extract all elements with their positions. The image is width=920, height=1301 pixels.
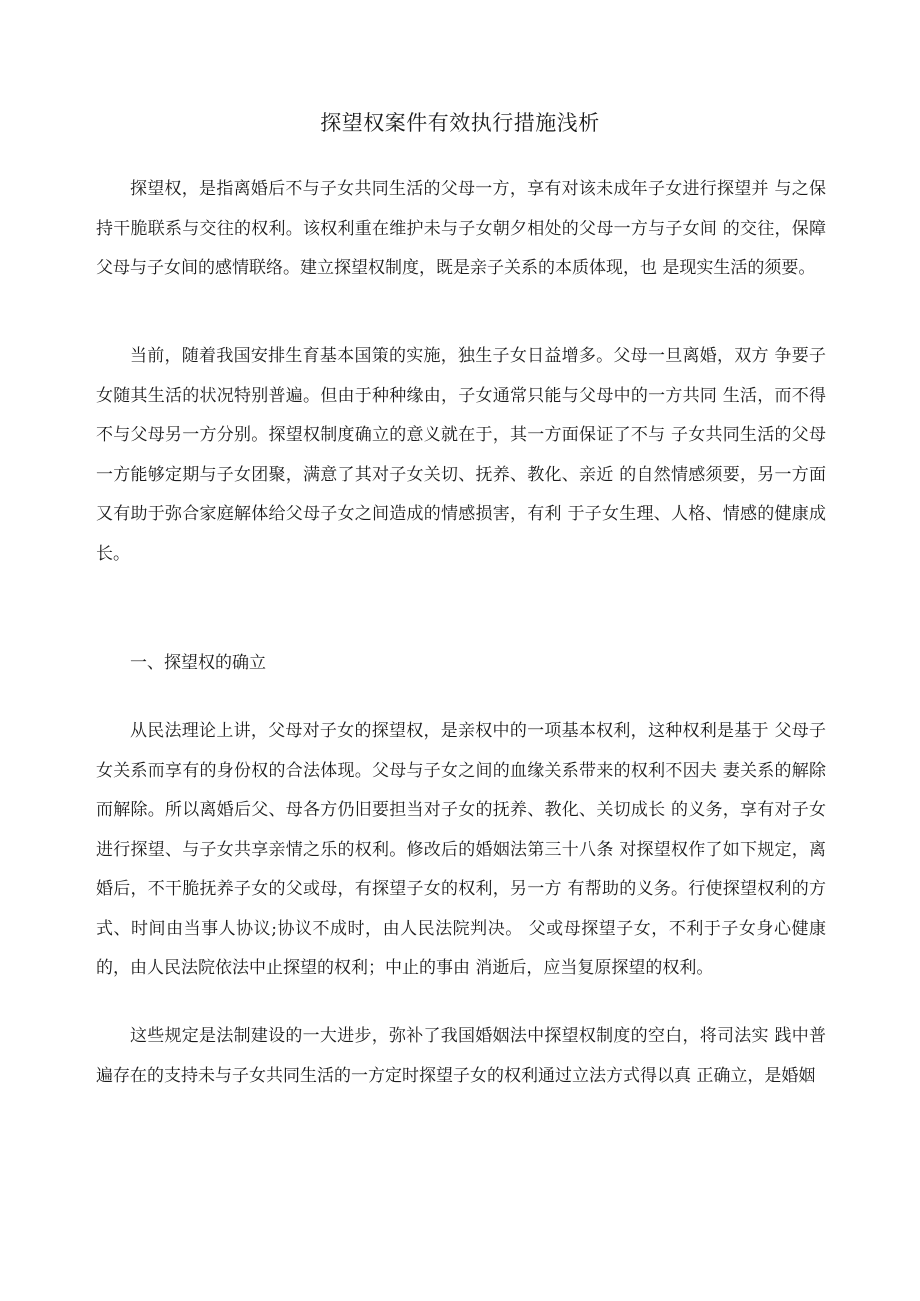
paragraph-intro: 探望权，是指离婚后不与子女共同生活的父母一方，享有对该未成年子女进行探望并 与之保持干脆联系与交往的权利。该权利重在维护未与子女朝夕相处的父母一方与子女间 的交往，保障父母与子女间的感情联络。建立探望权制度，既是亲子关系的本质体现，也 是现实生活的须要。 bbox=[96, 179, 826, 278]
paragraph-progress: 这些规定是法制建设的一大进步，弥补了我国婚姻法中探望权制度的空白，将司法实 践中普遍存在的支持未与子女共同生活的一方定时探望子女的权利通过立法方式得以真 正确立，是婚姻 bbox=[96, 1026, 826, 1086]
paragraph-significance: 当前，随着我国安排生育基本国策的实施，独生子女日益增多。父母一旦离婚，双方 争要子女随其生活的状况特别普遍。但由于种种缘由，子女通常只能与父母中的一方共同 生活，而不得不与父母另一方分别。探望权制度确立的意义就在于，其一方面保证了不与 子女共同生活的父母一方能够定期与子女团聚，满意了其对子女关切、抚养、教化、亲近 的自然情感须要，另一方面又有助于弥合家庭解体给父母子女之间造成的情感损害，有利 于子女生理、人格、情感的健康成长。 bbox=[96, 346, 826, 564]
section-heading: 一、探望权的确立 bbox=[130, 653, 266, 673]
paragraph-legal-basis: 从民法理论上讲，父母对子女的探望权，是亲权中的一项基本权利，这种权利是基于 父母子女关系而享有的身份权的合法体现。父母与子女之间的血缘关系带来的权利不因夫 妻关系的解除而解除。所以离婚后父、母各方仍旧要担当对子女的抚养、教化、关切成长 的义务，享有对子女进行探望、与子女共享亲情之乐的权利。修改后的婚姻法第三十八条 对探望权作了如下规定，离婚后，不干脆抚养子女的父或母，有探望子女的权利，另一方 有帮助的义务。行使探望权利的方式、时间由当事人协议;协议不成时，由人民法院判决。 父或母探望子女，不利于子女身心健康的，由人民法院依法中止探望的权利；中止的事由 消逝后，应当复原探望的权利。 bbox=[96, 721, 826, 978]
document-title: 探望权案件有效执行措施浅析 bbox=[320, 111, 600, 135]
